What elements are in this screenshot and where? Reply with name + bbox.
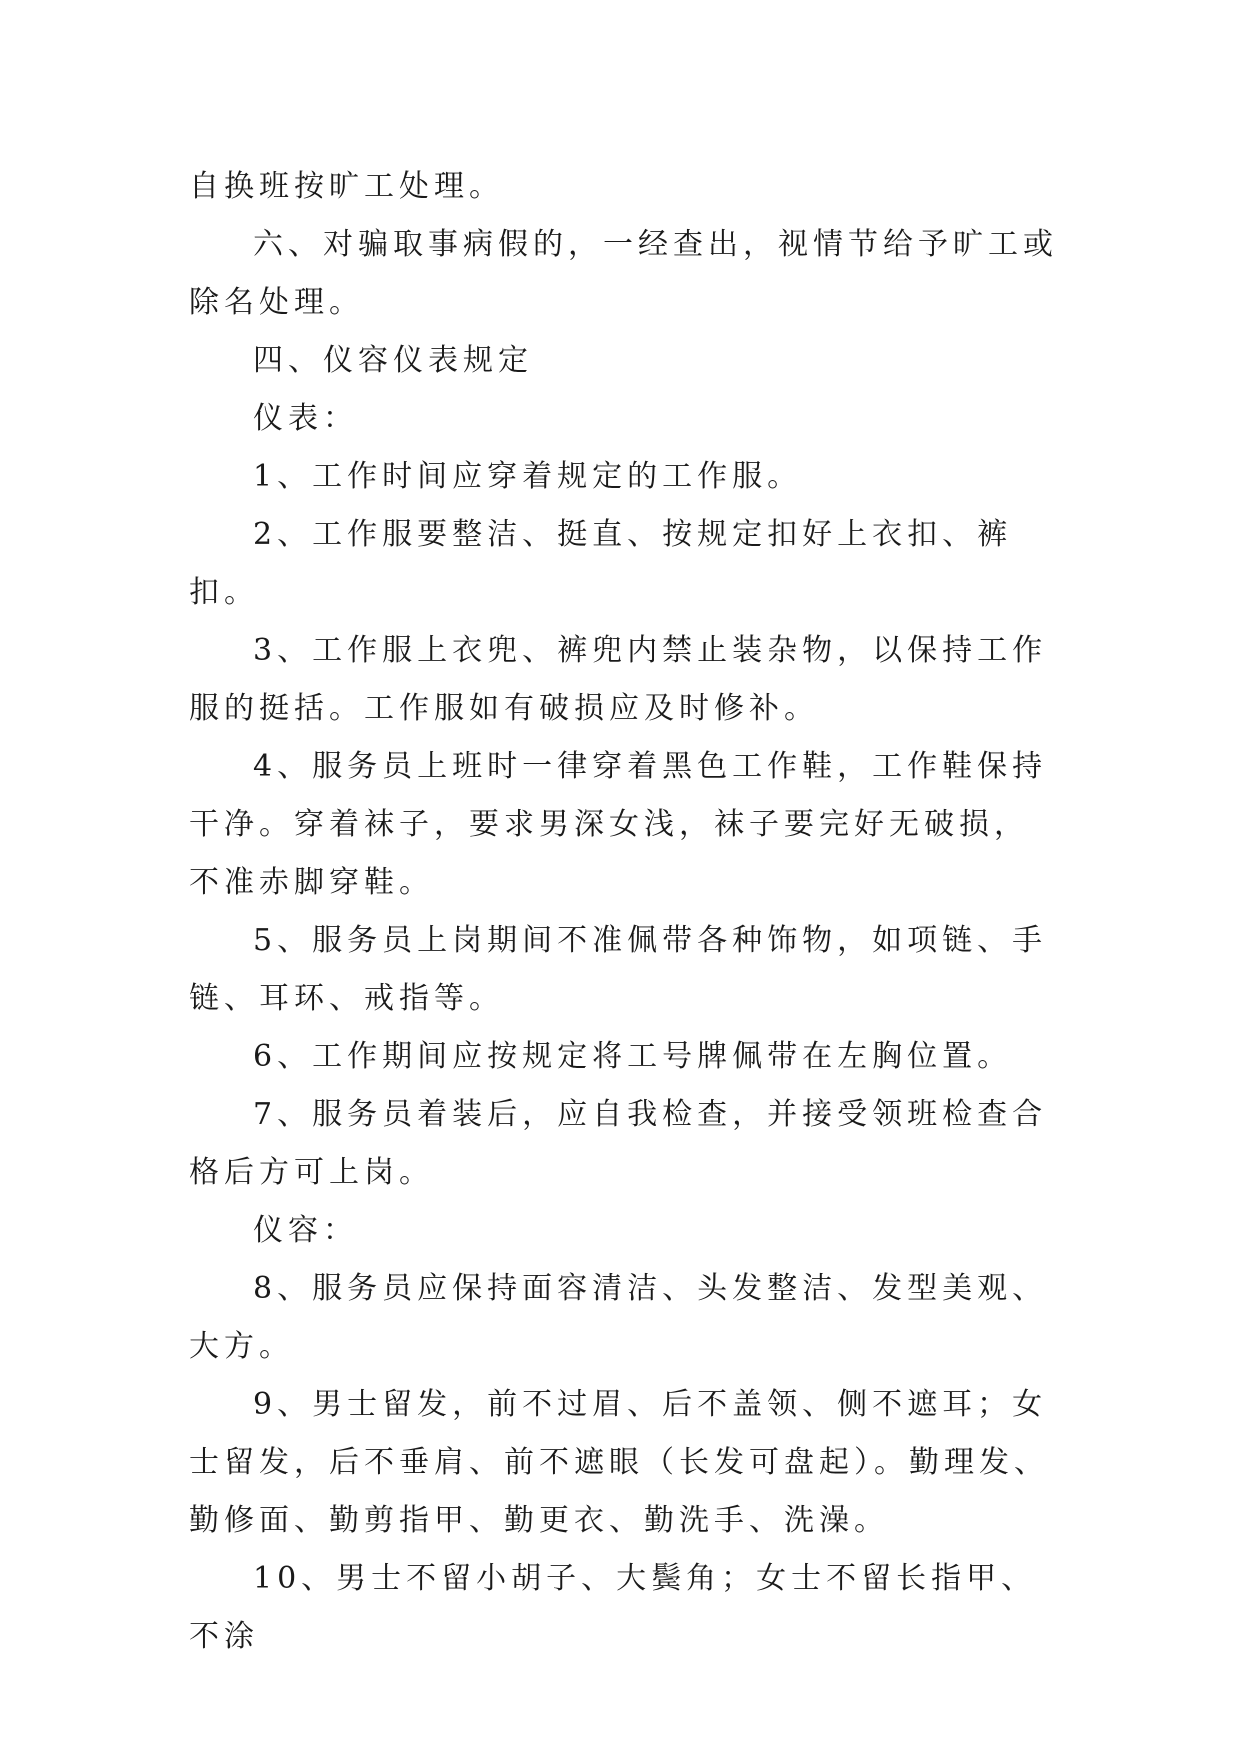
subheading-dress: 仪表：	[253, 401, 358, 436]
list-item-4: 4、服务员上班时一律穿着黑色工作鞋，工作鞋保持干净。穿着袜子，要求男深女浅，袜子要完好无破损，不准赤脚穿鞋。	[189, 749, 1048, 900]
list-item-7: 7、服务员着装后，应自我检查，并接受领班检查合格后方可上岗。	[189, 1097, 1048, 1190]
subheading-grooming: 仪容：	[253, 1213, 358, 1248]
list-item-5: 5、服务员上岗期间不准佩带各种饰物，如项链、手链、耳环、戒指等。	[189, 923, 1048, 1016]
paragraph-shift-swap: 自换班按旷工处理。	[189, 169, 504, 204]
list-item-6: 6、工作期间应按规定将工号牌佩带在左胸位置。	[253, 1039, 1013, 1074]
document-body	[189, 158, 1059, 1666]
paragraph-rule-six: 六、对骗取事病假的，一经查出，视情节给予旷工或除名处理。	[189, 227, 1058, 320]
list-item-8: 8、服务员应保持面容清洁、头发整洁、发型美观、大方。	[189, 1271, 1048, 1364]
list-item-1: 1、工作时间应穿着规定的工作服。	[253, 459, 803, 494]
list-item-3: 3、工作服上衣兜、裤兜内禁止装杂物，以保持工作服的挺括。工作服如有破损应及时修补。	[189, 633, 1048, 726]
section-heading-appearance: 四、仪容仪表规定	[253, 343, 533, 378]
list-item-2: 2、工作服要整洁、挺直、按规定扣好上衣扣、裤扣。	[189, 517, 1013, 610]
list-item-10: 10、男士不留小胡子、大鬓角；女士不留长指甲、不涂	[189, 1561, 1037, 1654]
list-item-9: 9、男士留发，前不过眉、后不盖领、侧不遮耳；女士留发，后不垂肩、前不遮眼（长发可盘起）。勤理发、勤修面、勤剪指甲、勤更衣、勤洗手、洗澡。	[189, 1387, 1049, 1538]
